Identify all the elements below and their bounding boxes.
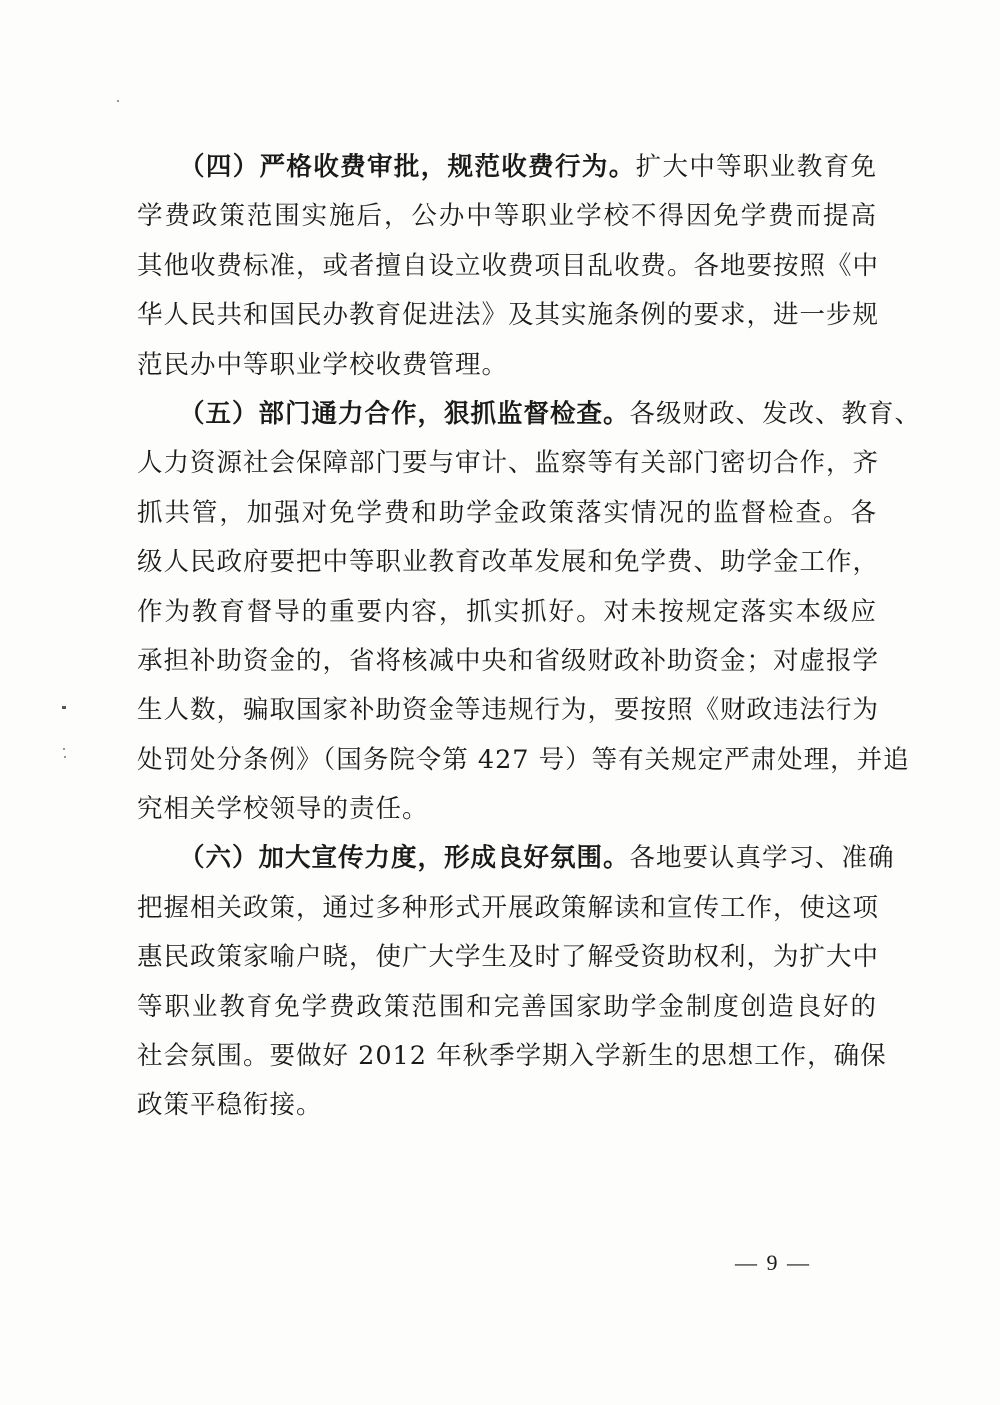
paragraph-5-line-5: 作为教育督导的重要内容，抓实抓好。对未按规定落实本级应 [137, 596, 877, 627]
paragraph-6-line-6: 政策平稳衔接。 [137, 1090, 323, 1121]
paragraph-5-heading: （五）部门通力合作，狠抓监督检查。 [179, 398, 630, 429]
paragraph-4-line-3: 其他收费标准，或者擅自设立收费项目乱收费。各地要按照《中 [137, 250, 880, 281]
paragraph-6-line-1 [137, 834, 895, 883]
paragraph-5-line-4: 级人民政府要把中等职业教育改革发展和免学费、助学金工作， [137, 547, 880, 578]
paragraph-4-line-4: 华人民共和国民办教育促进法》及其实施条例的要求，进一步规 [137, 300, 880, 331]
paragraph-4-line-5: 范民办中等职业学校收费管理。 [137, 349, 509, 380]
paragraph-5-line-3: 抓共管，加强对免学费和助学金政策落实情况的监督检查。各 [137, 497, 877, 528]
paragraph-5-line-9: 究相关学校领导的责任。 [137, 794, 429, 825]
paragraph-5-line-1 [137, 390, 922, 439]
paragraph-5-line-2: 人力资源社会保障部门要与审计、监察等有关部门密切合作，齐 [137, 448, 880, 479]
paragraph-4-line-1 [137, 143, 877, 192]
paragraph-6-heading: （六）加大宣传力度，形成良好氛围。 [179, 843, 630, 874]
scan-mark [62, 706, 66, 709]
scan-speck [64, 756, 66, 758]
paragraph-6-line-5: 社会氛围。要做好 2012 年秋季学期入学新生的思想工作，确保 [137, 1041, 887, 1072]
scan-speck [63, 748, 65, 750]
paragraph-5-line-7: 生人数，骗取国家补助资金等违规行为，要按照《财政违法行为 [137, 695, 880, 726]
paragraph-6-line-3: 惠民政策家喻户晓，使广大学生及时了解受资助权利，为扩大中 [137, 942, 880, 973]
paragraph-5-text: 各级财政、发改、教育、 [629, 398, 922, 429]
paragraph-6-text: 各地要认真学习、准确 [629, 843, 895, 874]
paragraph-4-heading: （四）严格收费审批，规范收费行为。 [179, 152, 636, 182]
scan-speck [117, 100, 119, 102]
paragraph-4-text: 扩大中等职业教育免 [635, 152, 877, 182]
paragraph-6-line-4: 等职业教育免学费政策范围和完善国家助学金制度创造良好的 [137, 991, 877, 1022]
body-text [137, 143, 922, 1131]
paragraph-4-line-2: 学费政策范围实施后，公办中等职业学校不得因免学费而提高 [137, 201, 877, 232]
paragraph-5-line-6: 承担补助资金的，省将核减中央和省级财政补助资金；对虚报学 [137, 645, 880, 676]
page-number: — 9 — [735, 1250, 811, 1275]
paragraph-6-line-2: 把握相关政策，通过多种形式开展政策解读和宣传工作，使这项 [137, 892, 880, 923]
paragraph-5-line-8: 处罚处分条例》（国务院令第 427 号）等有关规定严肃处理，并追 [137, 744, 910, 775]
